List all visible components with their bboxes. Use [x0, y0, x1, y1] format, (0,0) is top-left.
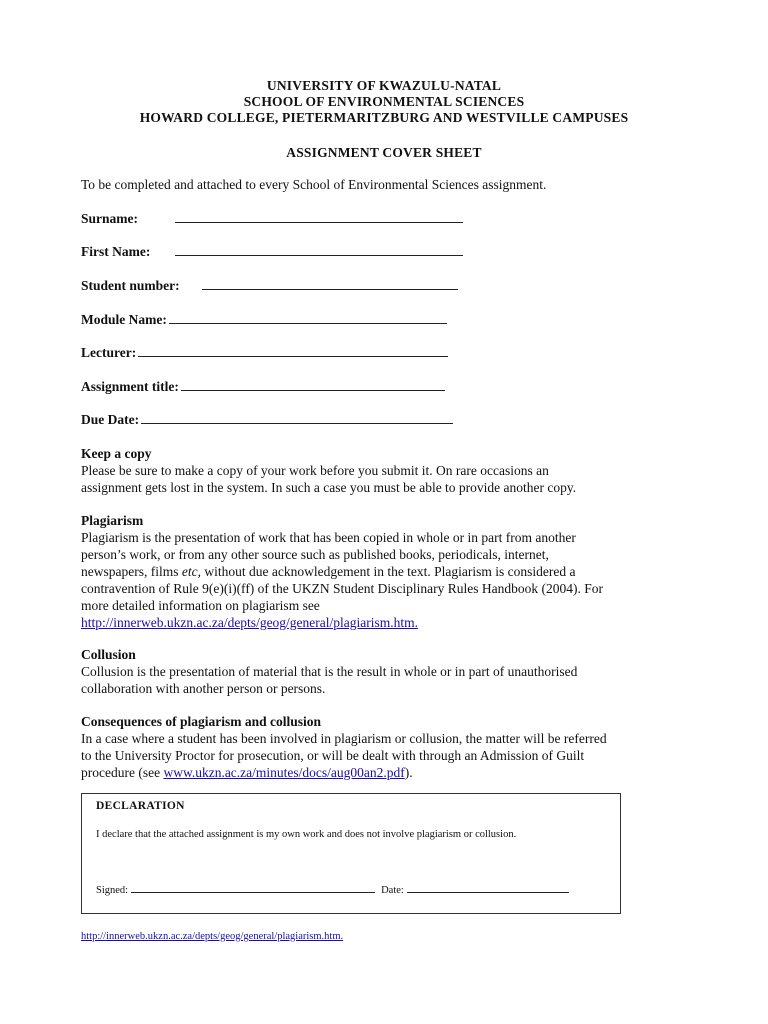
signature-input-line[interactable] [131, 883, 375, 893]
declaration-text: I declare that the attached assignment is my own work and does not involve plagiarism or collusion. [96, 829, 517, 840]
consequences-link[interactable]: www.ukzn.ac.za/minutes/docs/aug00an2.pdf [163, 765, 405, 780]
university-heading: UNIVERSITY OF KWAZULU-NATAL [266, 78, 502, 93]
due-date-label: Due Date: [81, 412, 140, 427]
plagiarism-line-3 [81, 563, 691, 580]
collusion-line-1: Collusion is the presentation of material that is the result in whole or in part of unauthorised [81, 664, 578, 679]
footer-link-row [81, 931, 343, 942]
campuses-heading: HOWARD COLLEGE, PIETERMARITZBURG AND WESTVILLE CAMPUSES [139, 110, 629, 125]
due-date-field [81, 412, 453, 428]
first-name-label: First Name: [81, 244, 151, 259]
due-date-input-line[interactable] [141, 412, 453, 424]
footer-plagiarism-link[interactable]: http://innerweb.ukzn.ac.za/depts/geog/general/plagiarism.htm. [81, 931, 344, 942]
lecturer-label: Lecturer: [81, 345, 137, 360]
module-name-input-line[interactable] [169, 312, 447, 324]
lecturer-input-line[interactable] [138, 345, 448, 357]
plagiarism-link[interactable]: http://innerweb.ukzn.ac.za/depts/geog/general/plagiarism.htm. [81, 615, 419, 630]
date-input-line[interactable] [407, 883, 569, 893]
consequences-line-3b: ). [404, 765, 413, 780]
plagiarism-etc: etc, [181, 564, 201, 579]
surname-label: Surname: [81, 211, 138, 226]
intro-text: To be completed and attached to every School of Environmental Sciences assignment. [81, 177, 547, 192]
collusion-title: Collusion [81, 647, 136, 662]
date-label: Date: [381, 885, 404, 896]
keep-copy-text [81, 462, 691, 496]
assignment-title-input-line[interactable] [181, 379, 445, 391]
keep-copy-line-2: assignment gets lost in the system. In such a case you must be able to provide another copy. [81, 480, 577, 495]
plagiarism-title: Plagiarism [81, 513, 144, 528]
consequences-line-3 [81, 764, 701, 781]
keep-copy-title: Keep a copy [81, 446, 152, 461]
consequences-line-2: to the University Proctor for prosecution, or will be dealt with through an Admission of Guilt [81, 748, 585, 763]
student-number-field [81, 278, 458, 294]
assignment-title-label: Assignment title: [81, 379, 179, 394]
plagiarism-text [81, 529, 691, 631]
collusion-line-2: collaboration with another person or persons. [81, 681, 326, 696]
plagiarism-line-3b: without due acknowledgement in the text. Plagiarism is considered a [200, 564, 576, 579]
first-name-input-line[interactable] [175, 244, 463, 256]
declaration-box [81, 793, 621, 914]
student-number-label: Student number: [81, 278, 180, 293]
consequences-text [81, 730, 701, 781]
signed-label: Signed: [96, 885, 129, 896]
plagiarism-line-2: person’s work, or from any other source such as published books, periodicals, internet, [81, 547, 549, 562]
assignment-title-field [81, 379, 445, 395]
module-name-field [81, 312, 447, 328]
plagiarism-line-5: more detailed information on plagiarism see [81, 598, 320, 613]
surname-field [81, 211, 463, 227]
school-heading: SCHOOL OF ENVIRONMENTAL SCIENCES [243, 94, 525, 109]
surname-input-line[interactable] [175, 211, 463, 223]
lecturer-field [81, 345, 448, 361]
keep-copy-line-1: Please be sure to make a copy of your work before you submit it. On rare occasions an [81, 463, 549, 478]
consequences-line-3a: procedure (see [81, 765, 164, 780]
plagiarism-line-1: Plagiarism is the presentation of work that has been copied in whole or in part from another [81, 530, 576, 545]
declaration-signature-row [96, 883, 575, 896]
student-number-input-line[interactable] [202, 278, 458, 290]
consequences-line-1: In a case where a student has been involved in plagiarism or collusion, the matter will be referred [81, 731, 607, 746]
collusion-text [81, 663, 691, 697]
first-name-field [81, 244, 463, 260]
module-name-label: Module Name: [81, 312, 167, 327]
page-title: ASSIGNMENT COVER SHEET [286, 145, 482, 160]
declaration-title: DECLARATION [96, 800, 185, 812]
plagiarism-line-4: contravention of Rule 9(e)(i)(ff) of the UKZN Student Disciplinary Rules Handbook (2004). For [81, 581, 604, 596]
plagiarism-line-3a: newspapers, films [81, 564, 182, 579]
consequences-title: Consequences of plagiarism and collusion [81, 714, 322, 729]
